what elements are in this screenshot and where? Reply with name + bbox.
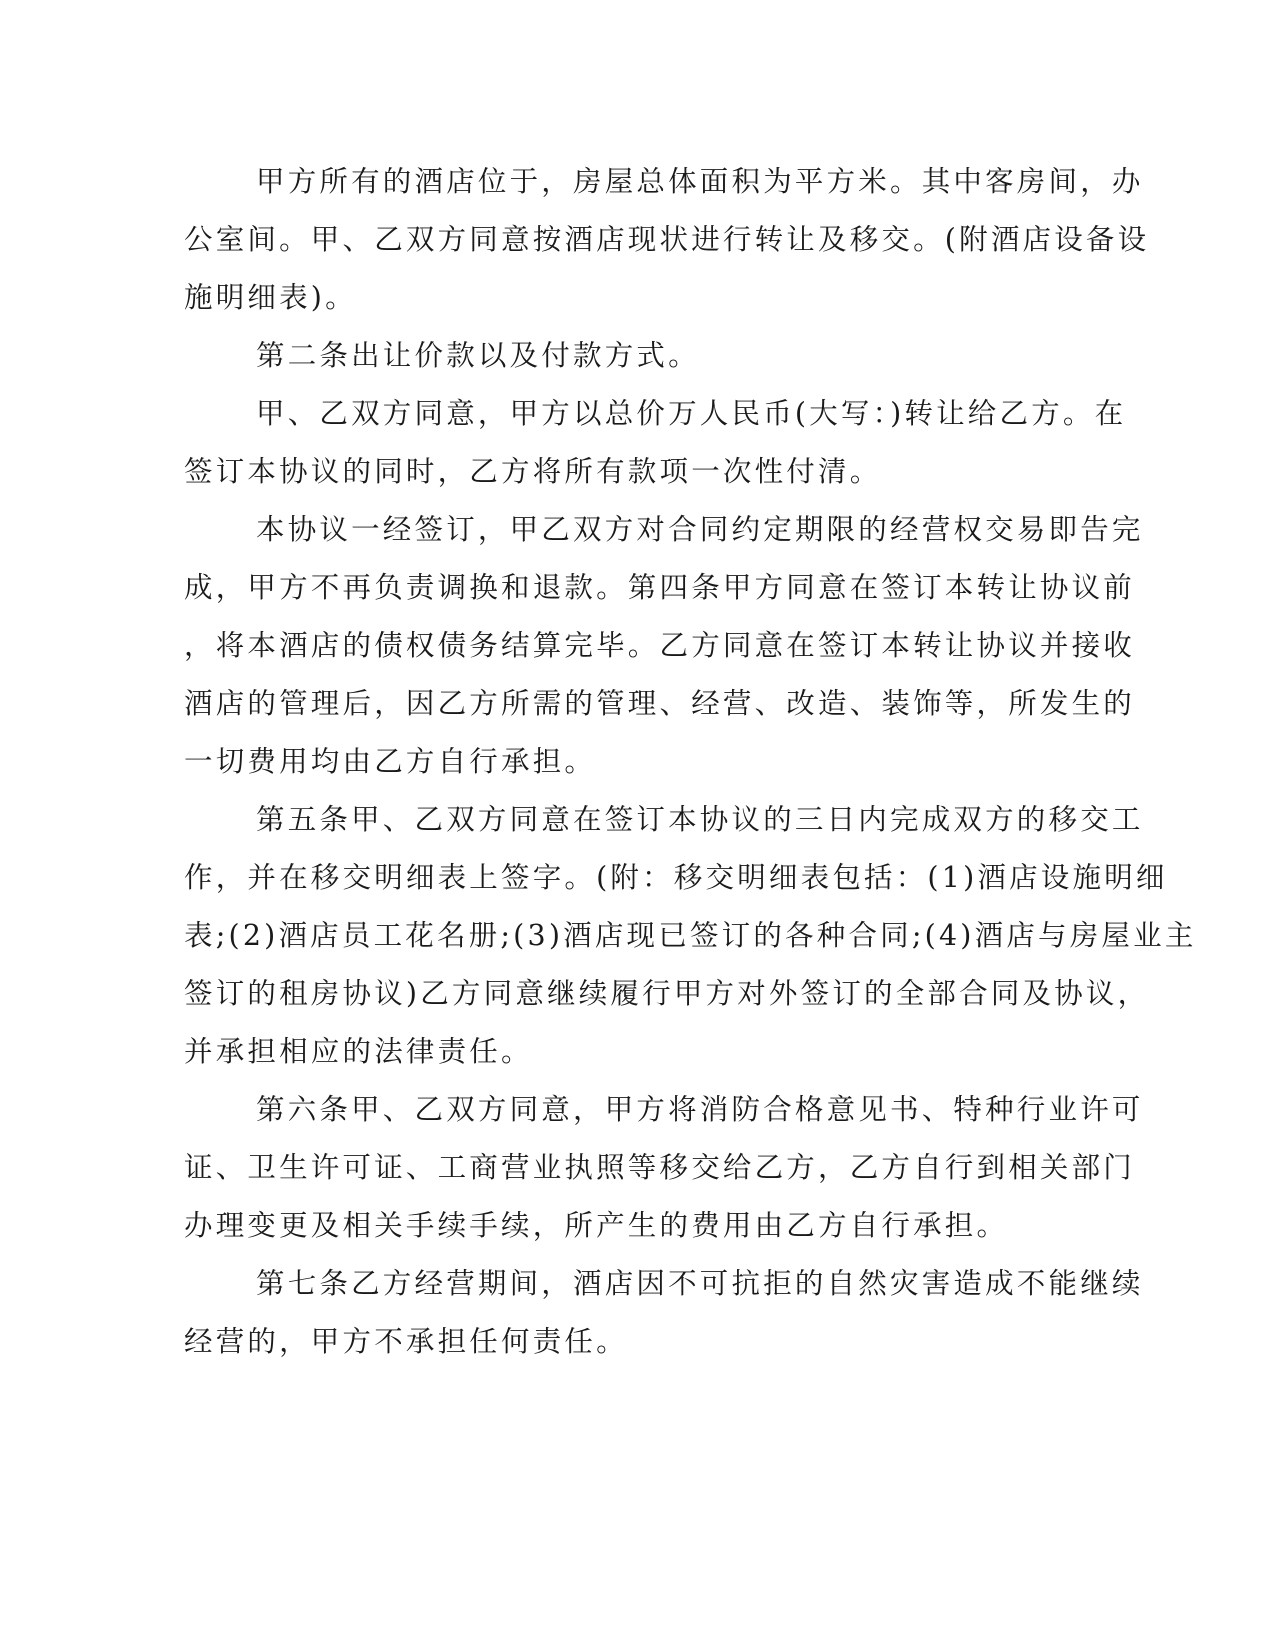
text-line: 经营的，甲方不承担任何责任。 <box>184 1325 628 1358</box>
text-line: 作，并在移交明细表上签字。(附：移交明细表包括：(1)酒店设施明细 <box>184 861 1168 894</box>
text-line: 施明细表)。 <box>184 281 357 314</box>
text-line: 第六条甲、乙双方同意，甲方将消防合格意见书、特种行业许可 <box>256 1093 1144 1126</box>
text-line: 证、卫生许可证、工商营业执照等移交给乙方，乙方自行到相关部门 <box>184 1151 1136 1184</box>
text-line: 一切费用均由乙方自行承担。 <box>184 745 597 778</box>
text-line: 第五条甲、乙双方同意在签订本协议的三日内完成双方的移交工 <box>256 803 1144 836</box>
text-line: 公室间。甲、乙双方同意按酒店现状进行转让及移交。(附酒店设备设 <box>184 223 1150 256</box>
text-line: 并承担相应的法律责任。 <box>184 1035 533 1068</box>
text-line: 表;(2)酒店员工花名册;(3)酒店现已签订的各种合同;(4)酒店与房屋业主 <box>184 919 1197 952</box>
text-line: 签订本协议的同时，乙方将所有款项一次性付清。 <box>184 455 882 488</box>
text-line: 签订的租房协议)乙方同意继续履行甲方对外签订的全部合同及协议， <box>184 977 1150 1010</box>
text-line: ，将本酒店的债权债务结算完毕。乙方同意在签订本转让协议并接收 <box>184 629 1136 662</box>
text-line: 本协议一经签订，甲乙双方对合同约定期限的经营权交易即告完 <box>256 513 1144 546</box>
text-line: 办理变更及相关手续手续，所产生的费用由乙方自行承担。 <box>184 1209 1009 1242</box>
section-heading: 第二条出让价款以及付款方式。 <box>256 339 700 372</box>
text-line: 酒店的管理后，因乙方所需的管理、经营、改造、装饰等，所发生的 <box>184 687 1136 720</box>
text-line: 甲方所有的酒店位于，房屋总体面积为平方米。其中客房间，办 <box>256 165 1144 198</box>
text-line: 甲、乙双方同意，甲方以总价万人民币(大写：)转让给乙方。在 <box>256 397 1127 430</box>
text-line: 第七条乙方经营期间，酒店因不可抗拒的自然灾害造成不能继续 <box>256 1267 1144 1300</box>
text-line: 成，甲方不再负责调换和退款。第四条甲方同意在签订本转让协议前 <box>184 571 1136 604</box>
